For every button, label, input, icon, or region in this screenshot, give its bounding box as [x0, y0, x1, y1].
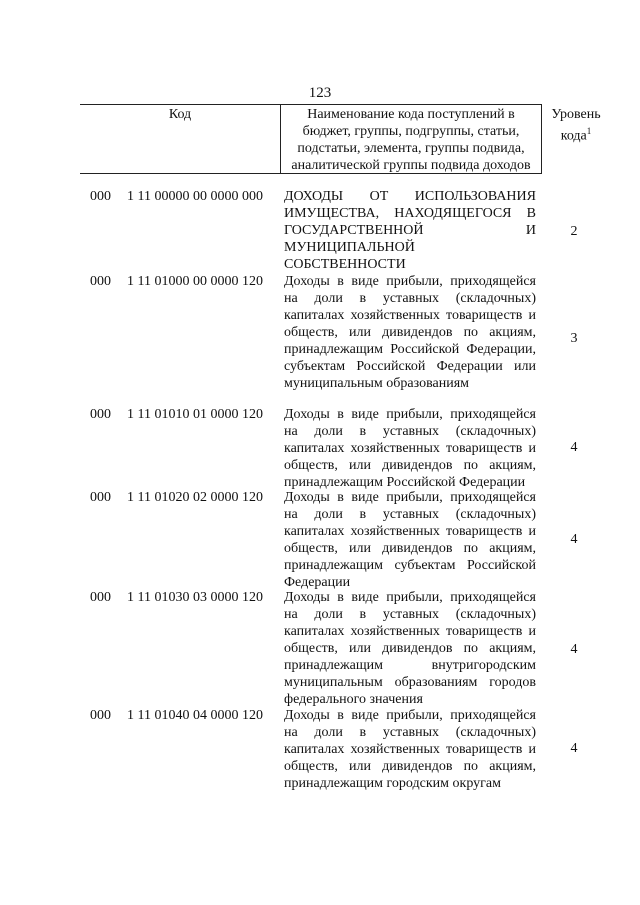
code-level: 4	[570, 532, 578, 547]
budget-code: 1 11 01020 02 0000 120	[127, 490, 263, 505]
header-name: Наименование кода поступлений в бюджет, группы, подгруппы, статьи, подстатьи, элемента, группы подвида, аналитической группы подвида доходов	[291, 107, 531, 173]
code-level: 2	[570, 224, 578, 239]
admin-code: 000	[90, 490, 111, 505]
footnote-marker: 1	[586, 126, 592, 136]
code-level: 4	[570, 741, 578, 756]
budget-code: 1 11 00000 00 0000 000	[127, 189, 263, 204]
budget-code: 1 11 01000 00 0000 120	[127, 274, 263, 289]
budget-code: 1 11 01010 01 0000 120	[127, 407, 263, 422]
admin-code: 000	[90, 590, 111, 605]
header-level-label: Уровень кода	[551, 107, 601, 144]
header-code: Код	[168, 107, 192, 122]
admin-code: 000	[90, 274, 111, 289]
code-level: 4	[570, 440, 578, 455]
revenue-name: Доходы в виде прибыли, приходящейся на доли в уставных (складочных) капиталах хозяйственных товариществ и обществ, или дивидендов по акциям, принадлежащим Российской Федерации, субъектам Российской Федерации или муниципальным образованиям	[284, 274, 536, 391]
revenue-name: Доходы в виде прибыли, приходящейся на доли в уставных (складочных) капиталах хозяйственных товариществ и обществ, или дивидендов по акциям, принадлежащим внутригородским муниципальным образованиям городов федерального значения	[284, 590, 536, 707]
admin-code: 000	[90, 407, 111, 422]
code-level: 3	[570, 331, 578, 346]
header-level	[541, 106, 611, 145]
revenue-name: Доходы в виде прибыли, приходящейся на доли в уставных (складочных) капиталах хозяйственных товариществ и обществ, или дивидендов по акциям, принадлежащим субъектам Российской Федерации	[284, 490, 536, 590]
header-divider	[280, 104, 281, 174]
admin-code: 000	[90, 708, 111, 723]
budget-code: 1 11 01040 04 0000 120	[127, 708, 263, 723]
revenue-name: Доходы в виде прибыли, приходящейся на доли в уставных (складочных) капиталах хозяйственных товариществ и обществ, или дивидендов по акциям, принадлежащим Российской Федерации	[284, 407, 536, 490]
revenue-name: ДОХОДЫ ОТ ИСПОЛЬЗОВАНИЯ ИМУЩЕСТВА, НАХОДЯЩЕГОСЯ В ГОСУДАРСТВЕННОЙ И МУНИЦИПАЛЬНОЙ СОБСТВЕННОСТИ	[284, 189, 536, 272]
page-number: 123	[308, 85, 332, 101]
admin-code: 000	[90, 189, 111, 204]
revenue-name: Доходы в виде прибыли, приходящейся на доли в уставных (складочных) капиталах хозяйственных товариществ и обществ, или дивидендов по акциям, принадлежащим городским округам	[284, 708, 536, 791]
budget-code: 1 11 01030 03 0000 120	[127, 590, 263, 605]
code-level: 4	[570, 642, 578, 657]
